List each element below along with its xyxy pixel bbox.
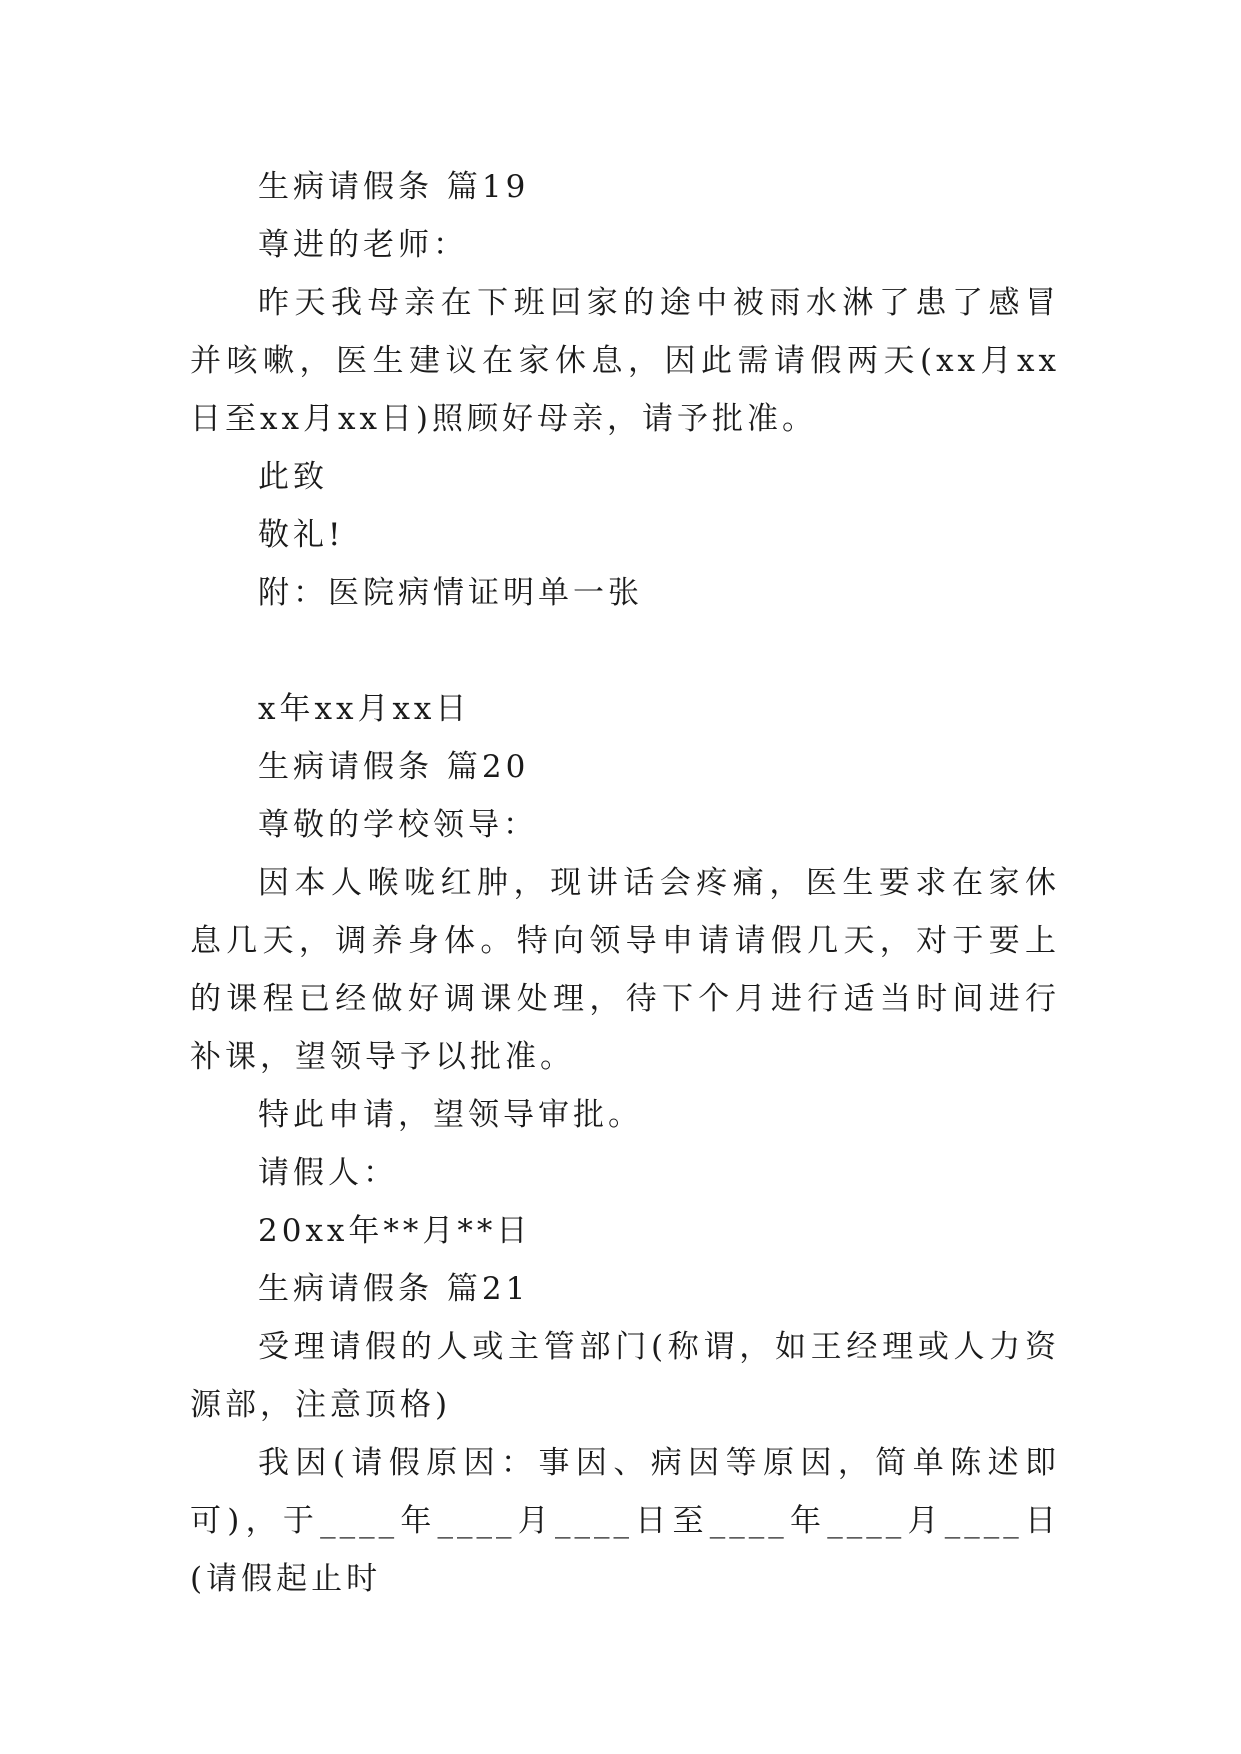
section-20-salutation: 尊敬的学校领导： (258, 807, 538, 843)
section-21-body: 我因(请假原因：事因、病因等原因，简单陈述即可)，于____年____月____日至____年____月____日(请假起止时 (190, 1445, 1060, 1597)
section-20-date: 20xx年**月**日 (258, 1213, 532, 1249)
blank-line (190, 622, 1060, 680)
section-20-body: 因本人喉咙红肿，现讲话会疼痛，医生要求在家休息几天，调养身体。特向领导申请请假几天，对于要上的课程已经做好调课处理，待下个月进行适当时间进行补课，望领导予以批准。 (190, 865, 1060, 1075)
section-19-date: x年xx月xx日 (258, 691, 471, 727)
section-20-heading: 生病请假条 篇20 (258, 749, 530, 785)
section-19-salutation: 尊进的老师： (258, 227, 468, 263)
section-19-body: 昨天我母亲在下班回家的途中被雨水淋了患了感冒并咳嗽，医生建议在家休息，因此需请假两天(xx月xx日至xx月xx日)照顾好母亲，请予批准。 (190, 285, 1060, 437)
section-21-salutation: 受理请假的人或主管部门(称谓，如王经理或人力资源部，注意顶格) (190, 1329, 1060, 1423)
section-20-request: 特此申请，望领导审批。 (258, 1097, 643, 1133)
document-page (190, 158, 1060, 1608)
section-19-attachment: 附：医院病情证明单一张 (258, 575, 643, 611)
section-19-closing-2: 敬礼! (258, 517, 345, 553)
section-21-heading: 生病请假条 篇21 (258, 1271, 530, 1307)
section-19-closing-1: 此致 (258, 459, 328, 495)
section-20-applicant: 请假人： (258, 1155, 398, 1191)
section-19-heading: 生病请假条 篇19 (258, 169, 530, 205)
